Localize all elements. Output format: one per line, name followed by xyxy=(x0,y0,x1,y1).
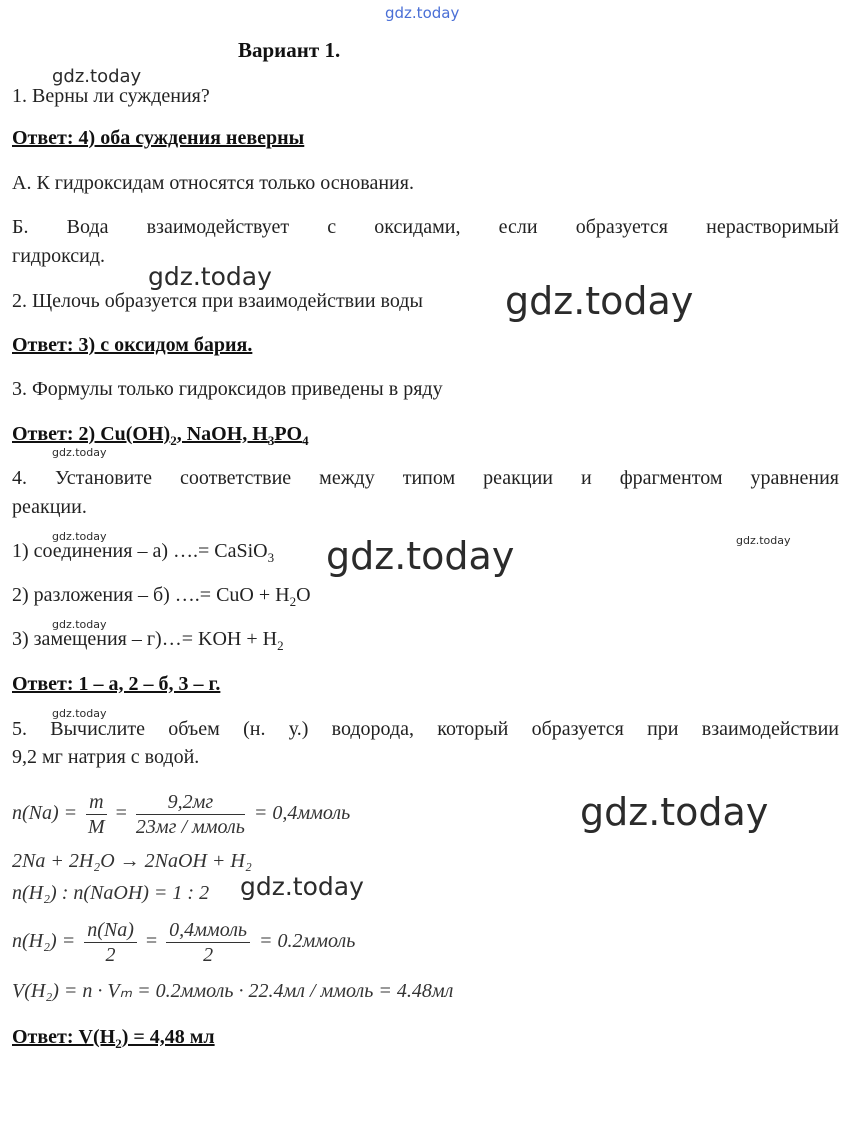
fraction xyxy=(86,790,106,839)
match-row-1 xyxy=(12,540,274,566)
formula-4-lhs: n(H₂) = xyxy=(12,930,76,953)
watermark: gdz.today xyxy=(52,618,107,631)
question-5-line2: 9,2 мг натрия с водой. xyxy=(12,746,200,768)
question-3: 3. Формулы только гидроксидов приведены в ряду xyxy=(12,378,443,400)
statement-b-line2: гидроксид. xyxy=(12,245,106,267)
watermark: gdz.today xyxy=(52,707,107,720)
statement-b-line1: Б. Вода взаимодействует с оксидами, если образуется нерастворимый xyxy=(12,216,839,238)
watermark: gdz.today xyxy=(52,530,107,543)
watermark: gdz.today xyxy=(148,262,272,291)
formula-3: n(H₂) : n(NaOH) = 1 : 2 xyxy=(12,882,210,904)
match-row-3-sub: 2 xyxy=(277,638,284,653)
formula-1-lhs: n(Na) = xyxy=(12,802,78,825)
statement-a: А. К гидроксидам относятся только основания. xyxy=(12,172,414,194)
answer-3-text: PO xyxy=(274,423,303,445)
answer-3-text: Ответ: 2) Cu(OH) xyxy=(12,423,171,445)
question-4-line2: реакции. xyxy=(12,496,87,518)
question-1: 1. Верны ли суждения? xyxy=(12,85,210,107)
match-row-3 xyxy=(12,628,284,654)
denominator: 2 xyxy=(105,944,116,966)
match-row-2 xyxy=(12,584,311,610)
match-row-2-text: 2) разложения – б) ….= CuO + H xyxy=(12,584,290,606)
match-row-2-tail: O xyxy=(296,584,311,606)
answer-5-tail: ) = 4,48 мл xyxy=(121,1026,215,1048)
watermark: gdz.today xyxy=(736,534,791,547)
fraction xyxy=(136,790,245,839)
watermark: gdz.today xyxy=(52,446,107,459)
numerator: 0,4ммоль xyxy=(166,918,250,943)
answer-1: Ответ: 4) оба суждения неверны xyxy=(12,127,305,149)
fraction xyxy=(84,918,137,967)
answer-3-text: , NaOH, H xyxy=(176,423,268,445)
answer-3-sub: 4 xyxy=(302,433,309,448)
denominator: 2 xyxy=(203,944,214,966)
numerator: n(Na) xyxy=(84,918,137,943)
formula-1 xyxy=(12,790,350,839)
watermark: gdz.today xyxy=(505,279,694,323)
formula-4 xyxy=(12,918,355,967)
equals: = xyxy=(145,930,158,953)
match-row-1-sub: 3 xyxy=(267,550,275,565)
fraction xyxy=(166,918,250,967)
answer-3 xyxy=(12,423,309,449)
denominator: M xyxy=(88,816,105,838)
answer-2: Ответ: 3) с оксидом бария. xyxy=(12,334,253,356)
numerator: m xyxy=(86,790,106,815)
answer-5-sub: 2 xyxy=(115,1036,122,1051)
watermark: gdz.today xyxy=(52,66,142,87)
match-row-1-text: 1) соединения – а) ….= CaSiO xyxy=(12,540,268,562)
formula-1-result: = 0,4ммоль xyxy=(253,802,351,825)
equals: = xyxy=(115,802,127,825)
watermark: gdz.today xyxy=(326,534,515,578)
watermark-top: gdz.today xyxy=(385,4,460,22)
formula-5: V(H₂) = n · Vₘ = 0.2ммоль · 22.4мл / ммоль = 4.48мл xyxy=(12,980,454,1002)
answer-5-text: Ответ: V(H xyxy=(12,1026,116,1048)
formula-4-result: = 0.2ммоль xyxy=(259,930,356,953)
answer-3-sub: 2 xyxy=(170,433,177,448)
page-title: Вариант 1. xyxy=(238,38,341,62)
answer-5 xyxy=(12,1026,215,1052)
question-4-line1: 4. Установите соответствие между типом реакции и фрагментом уравнения xyxy=(12,467,839,489)
watermark: gdz.today xyxy=(240,872,364,901)
question-2: 2. Щелочь образуется при взаимодействии воды xyxy=(12,290,423,312)
answer-3-sub: 3 xyxy=(267,433,275,448)
answer-4: Ответ: 1 – а, 2 – б, 3 – г. xyxy=(12,673,221,695)
formula-2: 2Na + 2H₂O → 2NaOH + H₂ xyxy=(12,850,252,872)
match-row-2-sub: 2 xyxy=(289,594,297,609)
match-row-3-text: 3) замещения – г)…= KOH + H xyxy=(12,628,278,650)
watermark: gdz.today xyxy=(580,790,769,834)
question-5-line1: 5. Вычислите объем (н. у.) водорода, который образуется при взаимодействии xyxy=(12,718,839,740)
denominator: 23мг / ммоль xyxy=(135,816,245,838)
numerator: 9,2мг xyxy=(136,790,245,815)
